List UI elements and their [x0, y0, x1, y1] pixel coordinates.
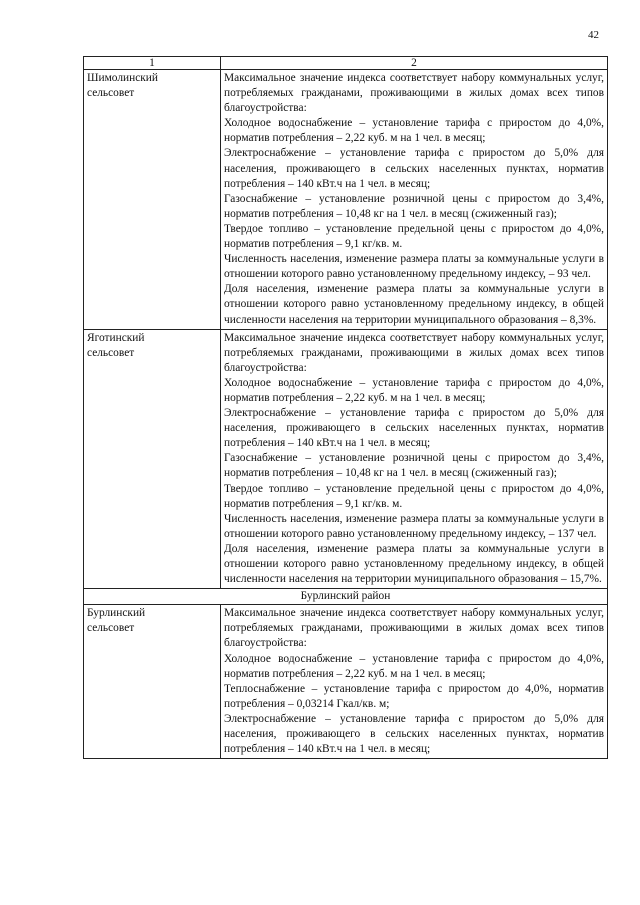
name-line: Яготинский [87, 331, 145, 344]
municipality-name [84, 605, 221, 759]
paragraph: Газоснабжение – установление розничной цены с приростом до 3,4%, норматив потребления – 10,48 кг на 1 чел. в месяц (сжиженный газ); [224, 452, 604, 480]
paragraph: Электроснабжение – установление тарифа с приростом до 5,0% для населения, проживающего в сельских населенных пунктах, норматив потребления – 140 кВт.ч на 1 чел. в месяц; [224, 407, 604, 450]
paragraph: Холодное водоснабжение – установление тарифа с приростом до 4,0%, норматив потребления – 2,22 куб. м на 1 чел. в месяц; [224, 376, 604, 404]
name-line: сельсовет [87, 622, 135, 635]
municipality-name [84, 70, 221, 330]
district-heading: Бурлинский район [84, 589, 608, 605]
paragraph: Электроснабжение – установление тарифа с приростом до 5,0% для населения, проживающего в сельских населенных пунктах, норматив потребления – 140 кВт.ч на 1 чел. в месяц; [224, 147, 604, 190]
index-description [221, 329, 608, 589]
paragraph: Твердое топливо – установление предельной цены с приростом до 4,0%, норматив потребления – 9,1 кг/кв. м. [224, 482, 604, 510]
paragraph: Газоснабжение – установление розничной цены с приростом до 3,4%, норматив потребления – 10,48 кг на 1 чел. в месяц (сжиженный газ); [224, 192, 604, 220]
table-row-yagotinsky [84, 329, 608, 589]
municipality-name [84, 329, 221, 589]
name-line: сельсовет [87, 87, 135, 100]
column-header-1: 1 [84, 57, 221, 70]
paragraph: Численность населения, изменение размера платы за коммунальные услуги в отношении которого равно установленному предельному индексу, – 93 чел. [224, 253, 604, 281]
paragraph: Максимальное значение индекса соответствует набору коммунальных услуг, потребляемых гражданами, проживающими в жилых домах всех типов благоустройства: [224, 331, 604, 374]
paragraph: Холодное водоснабжение – установление тарифа с приростом до 4,0%, норматив потребления – 2,22 куб. м на 1 чел. в месяц; [224, 652, 604, 680]
paragraph: Твердое топливо – установление предельной цены с приростом до 4,0%, норматив потребления – 9,1 кг/кв. м. [224, 222, 604, 251]
paragraph: Максимальное значение индекса соответствует набору коммунальных услуг, потребляемых гражданами, проживающими в жилых домах всех типов благоустройства: [224, 607, 604, 650]
column-header-2: 2 [221, 57, 608, 70]
name-line: Бурлинский [87, 607, 146, 620]
name-line: Шимолинский [87, 72, 158, 84]
paragraph: Холодное водоснабжение – установление тарифа с приростом до 4,0%, норматив потребления – 2,22 куб. м на 1 чел. в месяц; [224, 117, 604, 145]
paragraph: Максимальное значение индекса соответствует набору коммунальных услуг, потребляемых гражданами, проживающими в жилых домах всех типов благоустройства: [224, 72, 604, 115]
tariff-table [83, 56, 608, 759]
page-number: 42 [588, 29, 599, 41]
paragraph: Теплоснабжение – установление тарифа с приростом до 4,0%, норматив потребления – 0,03214 Гкал/кв. м; [224, 682, 604, 710]
paragraph: Доля населения, изменение размера платы за коммунальные услуги в отношении которого равно установленному предельному индексу, в общей численности населения на территории муниципального образования – 8,3%. [224, 283, 604, 326]
index-description [221, 605, 608, 759]
district-row [84, 589, 608, 605]
table-header-row [84, 57, 608, 70]
table-row-burlinsky [84, 605, 608, 759]
paragraph: Доля населения, изменение размера платы за коммунальные услуги в отношении которого равно установленному предельному индексу, в общей численности населения на территории муниципального образования – 15,7%. [224, 542, 604, 586]
name-line: сельсовет [87, 346, 135, 359]
index-description [221, 70, 608, 330]
paragraph: Электроснабжение – установление тарифа с приростом до 5,0% для населения, проживающего в сельских населенных пунктах, норматив потребления – 140 кВт.ч на 1 чел. в месяц; [224, 712, 604, 756]
paragraph: Численность населения, изменение размера платы за коммунальные услуги в отношении которого равно установленному предельному индексу, – 137 чел. [224, 512, 604, 540]
table-row-shimolinsky [84, 70, 608, 330]
